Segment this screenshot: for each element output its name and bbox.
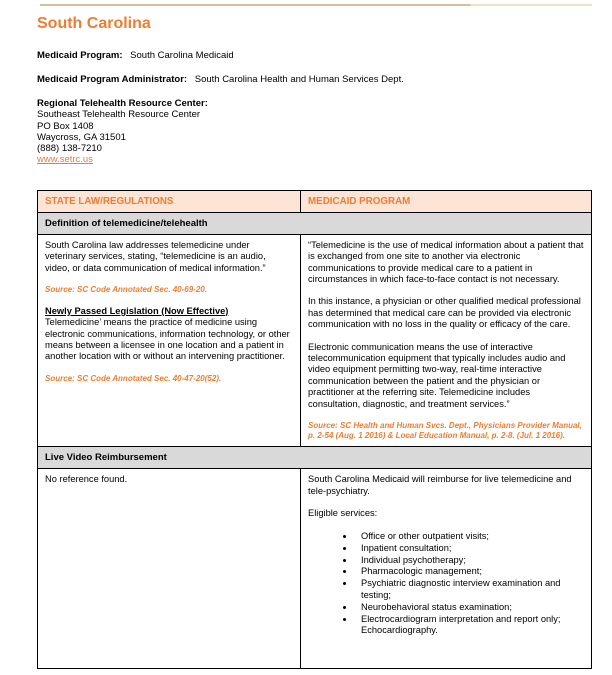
page-top-rule [40, 4, 592, 6]
column-header-medicaid-program: MEDICAID PROGRAM [301, 190, 592, 212]
resource-center-name: Southeast Telehealth Resource Center [37, 109, 201, 121]
list-item: • Electrocardiogram interpretation and report only; Echocardiography. [355, 614, 584, 637]
new-legislation-heading: Newly Passed Legislation (Now Effective) [45, 305, 229, 316]
medicaid-program-line [37, 50, 592, 61]
medicaid-program-label: Medicaid Program: [37, 50, 123, 61]
resource-center-pobox: PO Box 1408 [37, 120, 94, 132]
resource-center-city: Waycross, GA 31501 [37, 131, 126, 143]
definition-medicaid-cell [301, 234, 592, 447]
medicaid-paragraph: In this instance, a physician or other qualified medical professional has determined that medical care can be provided via electronic communication with no loss in the quality or efficacy of the care. [308, 296, 581, 330]
list-item: • Office or other outpatient visits; [355, 531, 584, 542]
state-law-source-2: Source: SC Code Annotated Sec. 40-47-20(52). [45, 373, 222, 383]
eligible-services-label: Eligible services: [308, 508, 378, 519]
no-reference-text: No reference found. [45, 474, 128, 485]
medicaid-program-value: South Carolina Medicaid [130, 50, 234, 61]
list-item: • Psychiatric diagnostic interview examination and testing; [355, 578, 584, 601]
page-title: South Carolina [37, 15, 151, 32]
state-law-paragraph: South Carolina law addresses telemedicine under veterinary services, stating, “telemedicine is an audio, video, or data communication of medical information.” [45, 239, 266, 273]
list-item: • Neurobehavioral status examination; [355, 602, 584, 613]
resource-center-block [37, 98, 592, 166]
live-video-state-law-cell [38, 469, 301, 669]
list-item: • Individual psychotherapy; [355, 555, 584, 566]
reimbursement-paragraph: South Carolina Medicaid will reimburse for live telemedicine and tele-psychiatry. [308, 474, 572, 496]
table-row [38, 234, 592, 447]
resource-center-label: Regional Telehealth Resource Center: [37, 98, 208, 109]
state-law-paragraph: Telemedicine’ means the practice of medicine using electronic communications, information technology, or other means between a licensee in one location and a patient in another location with or without an intervening practitioner. [45, 317, 290, 362]
medicaid-paragraph: “Telemedicine is the use of medical information about a patient that is exchanged from one site to another via electronic communications to provide medical care to a patient in circumstances in which face-to-face contact is not necessary. [308, 239, 584, 284]
medicaid-paragraph: Electronic communication means the use of interactive telecommunication equipment that typically includes audio and video equipment permitting two-way, real-time interactive communication between the patient and the physician or practitioner at the referring site. Telemedicine includes consultation, diagnostic, and treatment services.” [308, 341, 566, 409]
table-row [38, 469, 592, 669]
list-item: • Inpatient consultation; [355, 543, 584, 554]
eligible-services-list [308, 531, 584, 637]
state-law-source-1: Source: SC Code Annotated Sec. 40-69-20. [45, 285, 207, 294]
live-video-medicaid-cell [301, 469, 592, 669]
resource-center-phone: (888) 138-7210 [37, 143, 102, 155]
policy-table [37, 190, 592, 670]
medicaid-admin-label: Medicaid Program Administrator: [37, 74, 188, 85]
list-item: • Pharmacologic management; [355, 566, 584, 577]
page-content [0, 14, 612, 669]
resource-center-website-link[interactable]: www.setrc.us [37, 154, 93, 166]
section-row-definition [38, 212, 592, 234]
table-header-row [38, 190, 592, 212]
section-title-live-video: Live Video Reimbursement [38, 447, 592, 469]
section-title-definition: Definition of telemedicine/telehealth [38, 212, 592, 234]
medicaid-source: Source: SC Health and Human Svcs. Dept., Physicians Provider Manual, p. 2-54 (Aug. 1 2016) & Local Education Manual, p. 2-8. (Jul. 1 2016). [308, 421, 582, 440]
column-header-state-law: STATE LAW/REGULATIONS [38, 190, 301, 212]
section-row-live-video [38, 447, 592, 469]
medicaid-admin-line [37, 74, 592, 85]
medicaid-admin-value: South Carolina Health and Human Services Dept. [194, 74, 404, 85]
definition-state-law-cell [38, 234, 301, 447]
